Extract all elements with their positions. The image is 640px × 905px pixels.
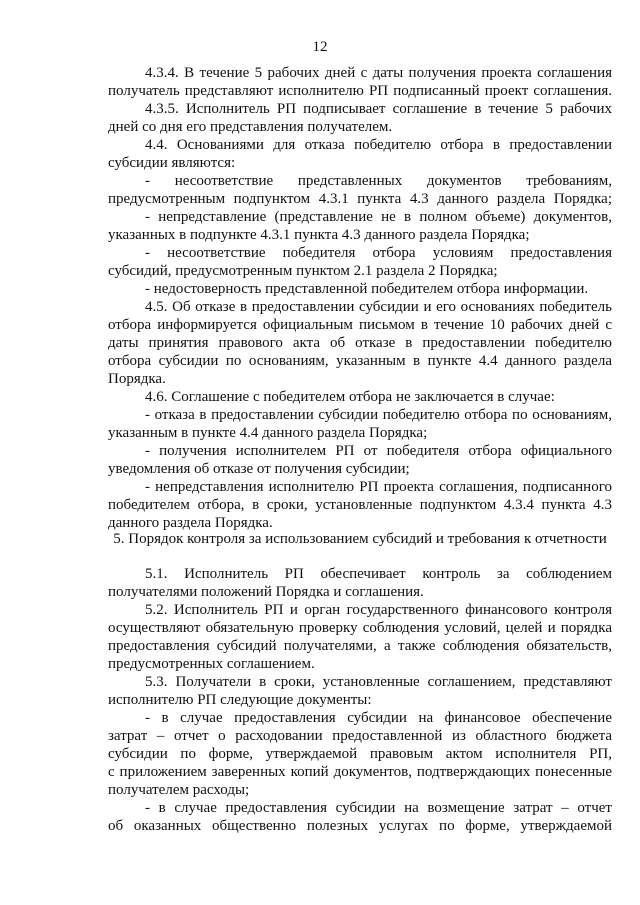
section-heading: 5. Порядок контроля за использованием субсидий и требования к отчетности	[113, 531, 607, 547]
text-line: с приложением заверенных копий документов, подтверждающих понесенные	[108, 764, 612, 780]
text-line: субсидии являются:	[108, 155, 236, 171]
text-line: - недостоверность представленной победителем отбора информации.	[145, 281, 589, 297]
text-line: затрат – отчет о расходовании предоставленной из областного бюджета	[108, 728, 612, 744]
text-line: отбора субсидии по основаниям, указанным в пункте 4.4 данного раздела	[108, 353, 612, 369]
text-line: указанным в пункте 4.4 данного раздела Порядка;	[108, 425, 428, 441]
text-line: 4.6. Соглашение с победителем отбора не заключается в случае:	[145, 389, 555, 405]
page-number: 12	[312, 39, 328, 55]
text-line: получателями положений Порядка и соглашения.	[108, 584, 424, 600]
text-line: получателем расходы;	[108, 782, 250, 798]
text-line: предусмотренных соглашением.	[108, 656, 315, 672]
text-line: - несоответствие представленных документов требованиям,	[145, 173, 612, 189]
text-line: - получения исполнителем РП от победителя отбора официального	[145, 443, 612, 459]
text-line: - непредставления исполнителю РП проекта соглашения, подписанного	[145, 479, 612, 495]
text-line: субсидии по форме, утверждаемой правовым актом исполнителя РП,	[108, 746, 612, 762]
text-line: уведомления об отказе от получения субсидии;	[108, 461, 410, 477]
text-line: получатель представляют исполнителю РП подписанный проект соглашения.	[108, 83, 612, 99]
text-line: - отказа в предоставлении субсидии победителю отбора по основаниям,	[145, 407, 612, 423]
text-line: 5.1. Исполнитель РП обеспечивает контроль за соблюдением	[145, 566, 612, 582]
text-line: предусмотренным подпунктом 4.3.1 пункта 4.3 данного раздела Порядка;	[108, 191, 612, 207]
text-line: указанных в подпункте 4.3.1 пункта 4.3 данного раздела Порядка;	[108, 227, 530, 243]
text-line: 4.4. Основаниями для отказа победителю отбора в предоставлении	[145, 137, 612, 153]
text-line: - непредставление (представление не в полном объеме) документов,	[145, 209, 612, 225]
text-line: 4.3.5. Исполнитель РП подписывает соглашение в течение 5 рабочих	[145, 101, 612, 117]
text-line: отбора информируется официальным письмом в течение 10 рабочих дней с	[108, 317, 612, 333]
text-line: данного раздела Порядка.	[108, 515, 273, 531]
text-line: 4.5. Об отказе в предоставлении субсидии и его основаниях победитель	[145, 299, 612, 315]
text-line: исполнителю РП следующие документы:	[108, 692, 372, 708]
text-line: осуществляют обязательную проверку соблюдения условий, целей и порядка	[108, 620, 612, 636]
text-line: победителем отбора, в сроки, установленные подпунктом 4.3.4 пункта 4.3	[108, 497, 612, 513]
text-line: 5.2. Исполнитель РП и орган государственного финансового контроля	[145, 602, 612, 618]
text-line: субсидий, предусмотренным пунктом 2.1 раздела 2 Порядка;	[108, 263, 498, 279]
text-line: - в случае предоставления субсидии на возмещение затрат – отчет	[145, 800, 612, 816]
text-line: - несоответствие победителя отбора условиям предоставления	[145, 245, 612, 261]
text-line: об оказанных общественно полезных услугах по форме, утверждаемой	[108, 818, 612, 834]
text-line: - в случае предоставления субсидии на финансовое обеспечение	[145, 710, 612, 726]
text-line: 4.3.4. В течение 5 рабочих дней с даты получения проекта соглашения	[145, 65, 612, 81]
text-line: 5.3. Получатели в сроки, установленные соглашением, представляют	[145, 674, 612, 690]
text-line: даты принятия правового акта об отказе в предоставлении победителю	[108, 335, 612, 351]
text-line: дней со дня его представления получателем.	[108, 119, 393, 135]
text-line: предоставления субсидий получателями, а также соблюдения обязательств,	[108, 638, 612, 654]
text-line: Порядка.	[108, 371, 166, 387]
